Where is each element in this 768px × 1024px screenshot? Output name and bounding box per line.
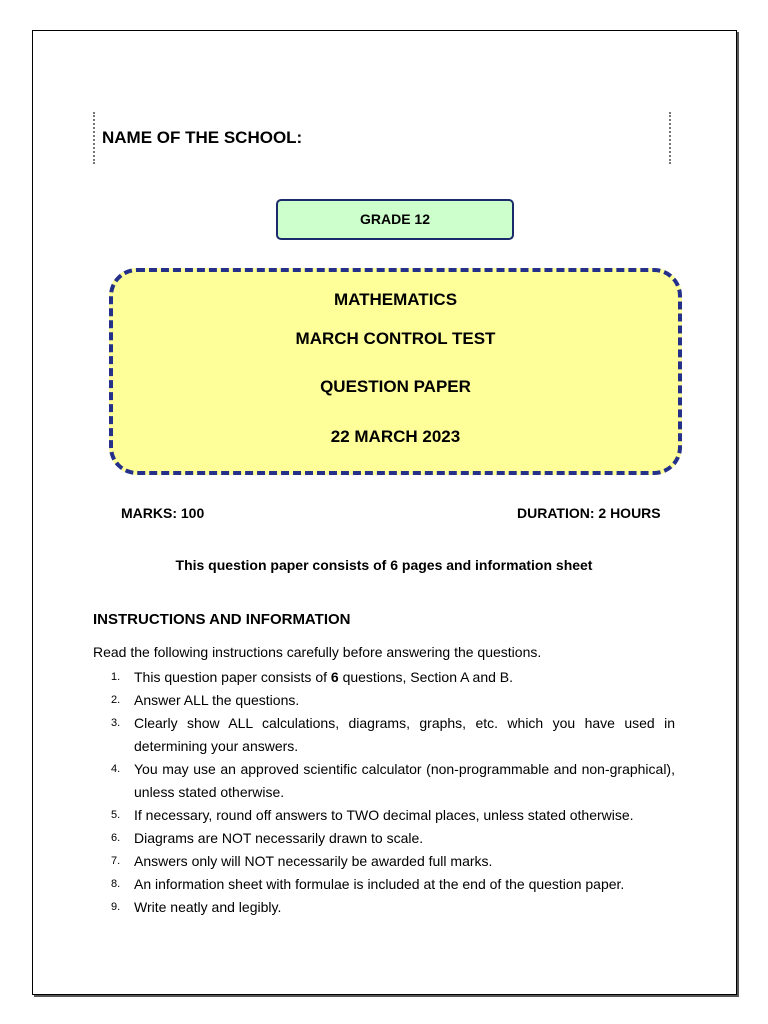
instruction-number: 9. [111, 901, 121, 913]
instruction-text: If necessary, round off answers to TWO decimal places, unless stated otherwise. [134, 807, 634, 823]
instruction-text: Answer ALL the questions. [134, 692, 300, 708]
marks-label: MARKS: 100 [121, 505, 205, 521]
instruction-item [107, 712, 675, 758]
instruction-number: 6. [111, 832, 121, 844]
instructions-heading: INSTRUCTIONS AND INFORMATION [93, 611, 351, 628]
left-margin-dots [93, 112, 95, 164]
instruction-item [107, 827, 675, 850]
instruction-text: Write neatly and legibly. [134, 899, 282, 915]
instruction-number: 3. [111, 717, 121, 729]
title-box [109, 268, 682, 475]
pages-statement: This question paper consists of 6 pages and information sheet [175, 557, 593, 573]
instruction-text: Diagrams are NOT necessarily drawn to scale. [134, 830, 424, 846]
duration-label: DURATION: 2 HOURS [517, 505, 661, 521]
instruction-text: questions, Section A and B. [338, 669, 514, 685]
instructions-intro: Read the following instructions carefully before answering the questions. [93, 644, 542, 660]
instruction-number: 1. [111, 671, 121, 683]
instruction-item [107, 896, 675, 919]
instruction-number: 5. [111, 809, 121, 821]
instruction-item [107, 689, 675, 712]
instruction-item [107, 666, 675, 689]
instruction-number: 2. [111, 694, 121, 706]
instructions-list [107, 666, 675, 919]
right-margin-dots [669, 112, 671, 164]
date-title: 22 MARCH 2023 [330, 427, 461, 446]
instruction-bold: 6 [330, 669, 339, 685]
paper-title: QUESTION PAPER [320, 377, 471, 396]
instruction-text: Answers only will NOT necessarily be awarded full marks. [134, 853, 493, 869]
instruction-text: You may use an approved scientific calculator (non-programmable and non-graphical), unless stated otherwise. [134, 761, 675, 800]
subject-title: MATHEMATICS [333, 290, 458, 309]
instruction-text: Clearly show ALL calculations, diagrams, graphs, etc. which you have used in determining your answers. [134, 715, 675, 754]
instruction-item [107, 850, 675, 873]
instruction-number: 7. [111, 855, 121, 867]
instruction-number: 8. [111, 878, 121, 890]
school-name-label: NAME OF THE SCHOOL: [102, 128, 303, 147]
instruction-item [107, 873, 675, 896]
test-title: MARCH CONTROL TEST [295, 329, 496, 348]
instruction-text: An information sheet with formulae is included at the end of the question paper. [134, 876, 625, 892]
instruction-text: This question paper consists of [134, 669, 331, 685]
instruction-item [107, 804, 675, 827]
grade-box: GRADE 12 [276, 199, 514, 240]
instruction-item [107, 758, 675, 804]
instruction-number: 4. [111, 763, 121, 775]
